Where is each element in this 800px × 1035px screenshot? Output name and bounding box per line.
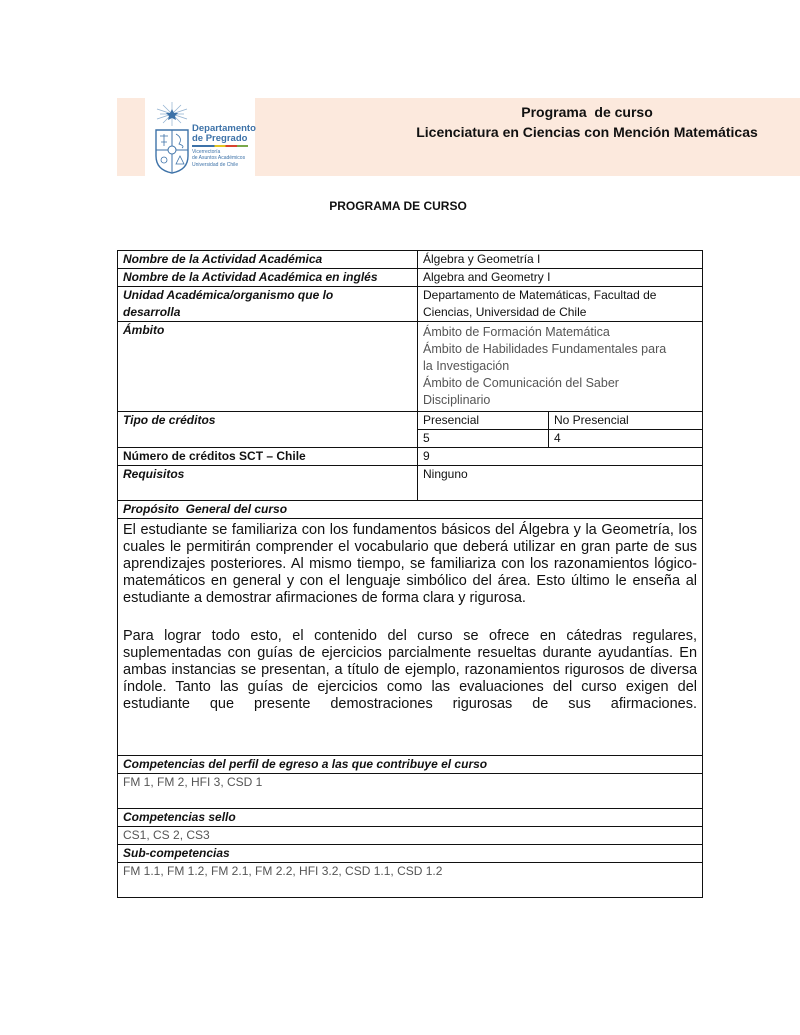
sct-credits-value: 9 <box>418 448 703 466</box>
purpose-label: Propósito General del curso <box>118 501 703 519</box>
unit-label-line1: Unidad Académica/organismo que lo <box>123 288 334 302</box>
unit-value-line2: Ciencias, Universidad de Chile <box>423 305 587 319</box>
logo-department: Departamento <box>192 123 256 134</box>
seal-competencies-label: Competencias sello <box>118 809 703 827</box>
table-row <box>118 448 703 466</box>
scope-values <box>418 322 703 412</box>
table-row <box>118 845 703 863</box>
table-row <box>118 863 703 898</box>
scope-item: Ámbito de Formación Matemática <box>423 325 610 339</box>
purpose-paragraph: Para lograr todo esto, el contenido del curso se ofrece en cátedras regulares, suplementadas con guías de ejercicios parcialmente resueltas durante ayudantías. En ambas instancias se presentan, a título de ejemplo, razonamientos rigurosos de diversa índole. Tanto las guías de ejercicios como las evaluaciones del curso exigen del estudiante que presente demostraciones rigurosas de sus afirmaciones. <box>123 628 698 712</box>
table-row <box>118 287 703 322</box>
scope-item: Ámbito de Habilidades Fundamentales para la Investigación <box>423 342 667 373</box>
table-row <box>118 251 703 269</box>
table-row <box>118 809 703 827</box>
sct-credits-label: Número de créditos SCT – Chile <box>118 448 418 466</box>
table-row <box>118 269 703 287</box>
competencies-label: Competencias del perfil de egreso a las que contribuye el curso <box>118 756 703 774</box>
table-row <box>118 756 703 774</box>
table-row <box>118 519 703 756</box>
logo-sub1: Vicerrectoría <box>192 149 221 155</box>
credit-type-header-no-presencial: No Presencial <box>549 412 703 430</box>
scope-label: Ámbito <box>118 322 418 412</box>
document-title-text: PROGRAMA DE CURSO <box>329 199 467 213</box>
header-titles <box>377 102 797 142</box>
table-row <box>118 501 703 519</box>
requirements-label: Requisitos <box>118 466 418 501</box>
credit-type-value-no-presencial: 4 <box>549 430 703 448</box>
purpose-text <box>118 519 703 756</box>
logo-sub3: Universidad de Chile <box>192 161 239 168</box>
unit-label <box>118 287 418 322</box>
activity-name-en-label: Nombre de la Actividad Académica en inglés <box>118 269 418 287</box>
activity-name-en-value: Algebra and Geometry I <box>418 269 703 287</box>
unit-value <box>418 287 703 322</box>
credit-type-header-presencial: Presencial <box>418 412 549 430</box>
sub-competencies-value: FM 1.1, FM 1.2, FM 2.1, FM 2.2, HFI 3.2, CSD 1.1, CSD 1.2 <box>118 863 703 898</box>
logo-sub2: de Asuntos Académicos <box>192 155 246 162</box>
course-info-table <box>117 250 703 898</box>
table-row <box>118 466 703 501</box>
table-row <box>118 774 703 809</box>
logo-color-bar <box>192 145 248 147</box>
unit-value-line1: Departamento de Matemáticas, Facultad de <box>423 288 657 302</box>
credit-type-label: Tipo de créditos <box>118 412 418 448</box>
table-row <box>118 827 703 845</box>
unit-label-line2: desarrolla <box>123 305 181 319</box>
header-band <box>117 98 800 176</box>
scope-item: Ámbito de Comunicación del Saber Disciplinario <box>423 376 619 407</box>
document-title <box>0 199 800 213</box>
purpose-paragraph: El estudiante se familiariza con los fundamentos básicos del Álgebra y la Geometría, los cuales le permitirán comprender el vocabulario que deberá utilizar en gran parte de sus aprendizajes posteriores. Al mismo tiempo, se familiariza con los razonamientos lógico-matemáticos en general y con el lenguaje simbólico del área. Esto último le enseña al estudiante a demostrar afirmaciones de forma clara y rigurosa. <box>123 522 698 606</box>
activity-name-value: Álgebra y Geometría I <box>418 251 703 269</box>
university-crest-icon <box>151 100 193 174</box>
seal-competencies-value: CS1, CS 2, CS3 <box>118 827 703 845</box>
logo-department-line2: de Pregrado <box>192 132 248 144</box>
credit-type-value-presencial: 5 <box>418 430 549 448</box>
sub-competencies-label: Sub-competencias <box>118 845 703 863</box>
header-title-line1: Programa de curso <box>521 104 653 120</box>
activity-name-label: Nombre de la Actividad Académica <box>118 251 418 269</box>
requirements-value: Ninguno <box>418 466 703 501</box>
header-title-line2: Licenciatura en Ciencias con Mención Matemáticas <box>416 124 758 140</box>
table-row <box>118 412 703 430</box>
competencies-value: FM 1, FM 2, HFI 3, CSD 1 <box>118 774 703 809</box>
table-row <box>118 322 703 412</box>
logo <box>145 98 255 176</box>
